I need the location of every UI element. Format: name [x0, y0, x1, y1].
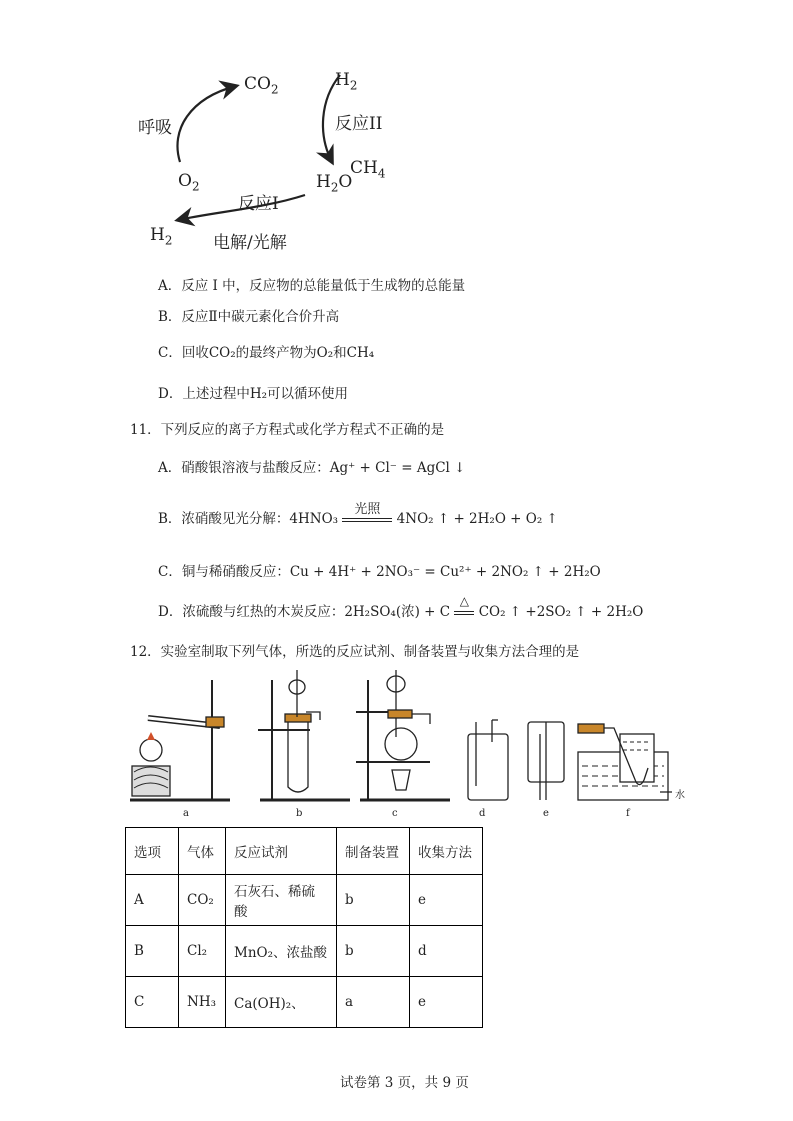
condition-light: 光照: [354, 501, 381, 517]
table-row: [126, 977, 483, 1028]
q11-stem: 11．下列反应的离子方程式或化学方程式不正确的是: [130, 422, 445, 438]
table-cell: Ca(OH)₂、: [226, 977, 337, 1028]
table-header-row: [126, 828, 483, 875]
table-cell: b: [337, 926, 410, 977]
condition-heat: △: [459, 593, 469, 608]
q10-option-d: D．上述过程中H₂可以循环使用: [158, 386, 349, 402]
reaction-cycle-diagram: [0, 0, 793, 260]
table-cell: b: [337, 875, 410, 926]
apparatus-c: [356, 670, 450, 800]
q11-option-d-rhs: CO₂ ↑ +2SO₂ ↑ + 2H₂O: [478, 604, 644, 620]
apparatus-label-b: b: [296, 808, 303, 819]
electrolysis-label: 电解/光解: [213, 233, 287, 253]
q10-option-c: C．回收CO₂的最终产物为O₂和CH₄: [158, 345, 375, 361]
table-cell: NH₃: [179, 977, 226, 1028]
table-cell: Cl₂: [179, 926, 226, 977]
table-cell: A: [126, 875, 179, 926]
apparatus-label-e: e: [543, 808, 549, 819]
q11-option-b-rhs: 4NO₂ ↑ + 2H₂O + O₂ ↑: [396, 511, 558, 527]
q11-option-d: [158, 593, 644, 620]
q10-option-b: B．反应Ⅱ中碳元素化合价升高: [158, 309, 340, 325]
arrow-breath: [177, 86, 236, 162]
table-cell: e: [410, 875, 483, 926]
table-cell: CO₂: [179, 875, 226, 926]
apparatus-d: [468, 720, 508, 800]
apparatus-label-a: a: [183, 808, 189, 819]
h2o-label: $H_2O$: [316, 172, 353, 195]
q10-option-a: A．反应 I 中，反应物的总能量低于生成物的总能量: [158, 278, 466, 294]
options-table: [125, 827, 483, 1028]
q11-option-d-lhs: D．浓硫酸与红热的木炭反应：2H₂SO₄(浓) + C: [158, 604, 451, 620]
apparatus-figure: [120, 662, 700, 822]
q12-stem: 12．实验室制取下列气体，所选的反应试剂、制备装置与收集方法合理的是: [130, 644, 580, 660]
water-label: 水: [675, 790, 685, 801]
table-cell: 石灰石、稀硫酸: [226, 875, 337, 926]
o2-label: $O_2$: [178, 171, 200, 194]
apparatus-label-f: f: [626, 808, 630, 819]
condition-equals: [454, 593, 474, 615]
h2-input-label: $H_2$: [335, 70, 358, 93]
table-cell: B: [126, 926, 179, 977]
condition-arrow: [342, 501, 392, 522]
apparatus-e: [528, 722, 564, 800]
table-cell: C: [126, 977, 179, 1028]
table-cell: MnO₂、浓盐酸: [226, 926, 337, 977]
table-header-cell: 选项: [126, 828, 179, 875]
apparatus-a: [130, 680, 230, 800]
table-row: [126, 926, 483, 977]
q11-option-b: [158, 501, 558, 527]
table-cell: e: [410, 977, 483, 1028]
table-cell: a: [337, 977, 410, 1028]
apparatus-f: [578, 724, 672, 800]
apparatus-b: [258, 670, 350, 800]
page-footer: 试卷第 3 页，共 9 页: [340, 1075, 469, 1091]
breath-label: 呼吸: [138, 118, 172, 138]
apparatus-label-c: c: [392, 808, 398, 819]
q11-option-a: A．硝酸银溶液与盐酸反应：Ag⁺ + Cl⁻ = AgCl ↓: [158, 460, 466, 476]
ch4-label: $CH_4$: [350, 158, 386, 181]
table-header-cell: 反应试剂: [226, 828, 337, 875]
h2-output-label: $H_2$: [150, 225, 173, 248]
apparatus-label-d: d: [479, 808, 486, 819]
reaction1-label: 反应I: [238, 194, 279, 214]
table-header-cell: 制备装置: [337, 828, 410, 875]
table-header-cell: 收集方法: [410, 828, 483, 875]
q11-option-c: C．铜与稀硝酸反应：Cu + 4H⁺ + 2NO₃⁻ = Cu²⁺ + 2NO₂ ↑ + 2H₂O: [158, 564, 601, 580]
q11-option-b-lhs: B．浓硝酸见光分解：4HNO₃: [158, 511, 339, 527]
table-header-cell: 气体: [179, 828, 226, 875]
co2-label: $CO_2$: [244, 74, 279, 97]
table-cell: d: [410, 926, 483, 977]
reaction2-label: 反应II: [335, 114, 383, 134]
table-row: [126, 875, 483, 926]
